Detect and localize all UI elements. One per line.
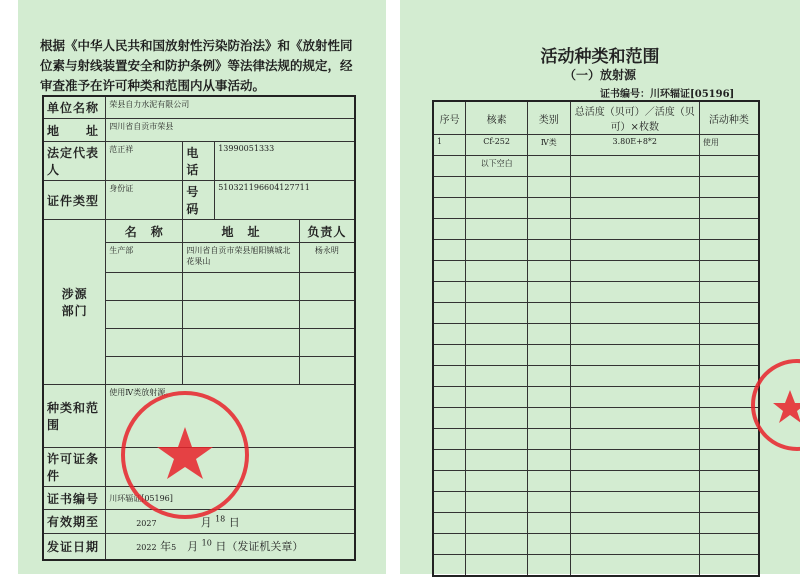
value-id-no: 510321196604127711: [215, 181, 355, 220]
right-cert-number: 证书编号：川环辐证[05196]: [600, 89, 735, 100]
cell-nuclide: [466, 429, 528, 450]
table-row: [433, 345, 759, 366]
cell-no: [433, 450, 466, 471]
cell-activity: [570, 219, 699, 240]
table-row: [433, 240, 759, 261]
cell-nuclide: [466, 198, 528, 219]
table-row: [433, 198, 759, 219]
cell-activity-type: 使用: [699, 135, 759, 156]
cell-class: [527, 261, 570, 282]
cell-no: 1: [433, 135, 466, 156]
cell-class: [527, 240, 570, 261]
header-activity: 总活度（贝可）／活度（贝可）×枚数: [570, 101, 699, 135]
cell-no: [433, 198, 466, 219]
right-subtitle: （一）放射源: [563, 68, 636, 82]
cell-class: [527, 282, 570, 303]
cell-activity: [570, 282, 699, 303]
cell-activity: [570, 450, 699, 471]
label-id-type: 证件类型: [43, 181, 106, 220]
cell-activity-type: [699, 471, 759, 492]
cell-activity-type: [699, 198, 759, 219]
cell-activity: [570, 513, 699, 534]
cell-class: [527, 450, 570, 471]
label-valid: 有效期至: [43, 510, 106, 534]
label-issue: 发证日期: [43, 534, 106, 560]
valid-year: 2027: [136, 518, 157, 528]
cell-activity-type: [699, 177, 759, 198]
cell-nuclide: 以下空白: [466, 156, 528, 177]
cell-nuclide: [466, 408, 528, 429]
cell-nuclide: [466, 345, 528, 366]
issue-day-label: 日（发证机关章）: [215, 540, 304, 554]
table-row: [433, 471, 759, 492]
cell-no: [433, 471, 466, 492]
cell-no: [433, 324, 466, 345]
cell-nuclide: [466, 324, 528, 345]
cell-class: [527, 534, 570, 555]
table-row: [433, 534, 759, 555]
value-cert: 川环辐证[05196]: [106, 487, 355, 510]
cell-no: [433, 555, 466, 577]
intro-text: 根据《中华人民共和国放射性污染防治法》和《放射性同位素与射线装置安全和防护条例》等法律法规的规定，经审查准予在许可种类和范围内从事活动。: [40, 38, 353, 93]
cell-activity: [570, 408, 699, 429]
cell-activity: [570, 156, 699, 177]
cell-activity-type: [699, 219, 759, 240]
cell-nuclide: [466, 261, 528, 282]
cell-nuclide: [466, 492, 528, 513]
cell-activity: [570, 177, 699, 198]
header-nuclide: 核素: [466, 101, 528, 135]
cell-no: [433, 240, 466, 261]
cell-no: [433, 429, 466, 450]
cell-activity: [570, 366, 699, 387]
cell-no: [433, 366, 466, 387]
dept-address: 四川省自贡市荣县旭阳镇城北花果山: [183, 243, 299, 273]
table-row: [433, 387, 759, 408]
label-dept: 涉源部门: [43, 220, 106, 385]
label-unit: 单位名称: [43, 96, 106, 119]
label-id-no: 号码: [183, 181, 215, 220]
table-row: [433, 366, 759, 387]
cell-no: [433, 345, 466, 366]
cell-no: [433, 282, 466, 303]
table-row: [433, 555, 759, 577]
official-seal-right: [745, 355, 800, 465]
cell-activity-type: [699, 282, 759, 303]
cell-activity: [570, 261, 699, 282]
cell-no: [433, 261, 466, 282]
cell-class: [527, 429, 570, 450]
table-row: [433, 177, 759, 198]
dept-name: 生产部: [106, 243, 183, 273]
valid-month-label: 月: [200, 515, 212, 529]
table-row: [433, 450, 759, 471]
dept-head-header: 负责人: [299, 220, 355, 243]
cell-class: [527, 156, 570, 177]
cell-nuclide: [466, 513, 528, 534]
cell-activity: [570, 555, 699, 577]
value-rep: 范正祥: [106, 142, 183, 181]
table-row: [433, 492, 759, 513]
cell-no: [433, 513, 466, 534]
issue-year: 2022: [136, 543, 157, 553]
cell-activity-type: [699, 324, 759, 345]
cell-no: [433, 534, 466, 555]
cell-activity: 3.80E+8*2: [570, 135, 699, 156]
dept-head: 杨永明: [299, 243, 355, 273]
cell-activity-type: [699, 261, 759, 282]
cell-class: [527, 219, 570, 240]
header-no: 序号: [433, 101, 466, 135]
cell-class: Ⅳ类: [527, 135, 570, 156]
cell-class: [527, 492, 570, 513]
issue-day: 10: [201, 538, 212, 548]
cell-activity: [570, 240, 699, 261]
label-cert: 证书编号: [43, 487, 106, 510]
table-row: [433, 408, 759, 429]
table-row: [433, 303, 759, 324]
label-rep: 法定代表人: [43, 142, 106, 181]
value-scope: 使用Ⅳ类放射源。: [106, 385, 355, 448]
cell-activity: [570, 471, 699, 492]
cell-nuclide: [466, 240, 528, 261]
cell-nuclide: [466, 177, 528, 198]
cell-activity: [570, 387, 699, 408]
table-row: [433, 513, 759, 534]
table-row: [433, 219, 759, 240]
cell-class: [527, 387, 570, 408]
valid-day-label: 日: [228, 515, 240, 529]
cell-activity: [570, 429, 699, 450]
cell-no: [433, 177, 466, 198]
header-class: 类别: [527, 101, 570, 135]
cell-nuclide: [466, 219, 528, 240]
cell-nuclide: [466, 471, 528, 492]
value-id-type: 身份证: [106, 181, 183, 220]
cell-no: [433, 219, 466, 240]
issue-year-label: 年: [160, 540, 172, 554]
cell-activity-type: [699, 513, 759, 534]
cell-class: [527, 324, 570, 345]
cell-activity: [570, 303, 699, 324]
cell-nuclide: [466, 387, 528, 408]
star-icon: [157, 427, 213, 479]
issue-month-label: 月: [187, 540, 199, 554]
official-seal-left: [115, 385, 255, 525]
star-icon: [773, 390, 800, 423]
cell-nuclide: [466, 366, 528, 387]
value-address: 四川省自贡市荣县: [106, 119, 355, 142]
cell-nuclide: [466, 450, 528, 471]
label-scope: 种类和范围: [43, 385, 106, 448]
table-row: [433, 429, 759, 450]
label-address: 地 址: [43, 119, 106, 142]
right-title: 活动种类和范围: [540, 47, 660, 67]
issue-month: 5: [171, 543, 177, 553]
cell-nuclide: [466, 282, 528, 303]
cell-no: [433, 303, 466, 324]
cell-nuclide: [466, 534, 528, 555]
cell-class: [527, 198, 570, 219]
value-phone: 13990051333: [215, 142, 355, 181]
table-row: [433, 156, 759, 177]
cell-activity: [570, 324, 699, 345]
cell-activity-type: [699, 303, 759, 324]
cell-no: [433, 156, 466, 177]
cell-activity: [570, 345, 699, 366]
cell-no: [433, 408, 466, 429]
valid-day: 18: [215, 513, 226, 523]
dept-name-header: 名 称: [106, 220, 183, 243]
value-unit: 荣县自力水泥有限公司: [106, 96, 355, 119]
cell-nuclide: [466, 555, 528, 577]
cell-activity: [570, 534, 699, 555]
cell-activity-type: [699, 156, 759, 177]
cell-class: [527, 345, 570, 366]
cell-class: [527, 303, 570, 324]
cell-class: [527, 471, 570, 492]
cell-activity-type: [699, 534, 759, 555]
table-row: [433, 261, 759, 282]
cell-no: [433, 387, 466, 408]
header-activity-type: 活动种类: [699, 101, 759, 135]
table-row: [433, 135, 759, 156]
dept-addr-header: 地 址: [183, 220, 299, 243]
cell-class: [527, 555, 570, 577]
label-phone: 电话: [183, 142, 215, 181]
table-row: [433, 282, 759, 303]
cell-activity-type: [699, 240, 759, 261]
source-table: [432, 100, 760, 577]
cell-activity: [570, 198, 699, 219]
cell-class: [527, 366, 570, 387]
cell-class: [527, 513, 570, 534]
cell-activity-type: [699, 492, 759, 513]
cell-nuclide: [466, 303, 528, 324]
cell-activity-type: [699, 555, 759, 577]
cell-activity: [570, 492, 699, 513]
label-cond: 许可证条件: [43, 448, 106, 487]
cell-class: [527, 177, 570, 198]
cell-class: [527, 408, 570, 429]
table-row: [433, 324, 759, 345]
cell-nuclide: Cf-252: [466, 135, 528, 156]
cell-no: [433, 492, 466, 513]
